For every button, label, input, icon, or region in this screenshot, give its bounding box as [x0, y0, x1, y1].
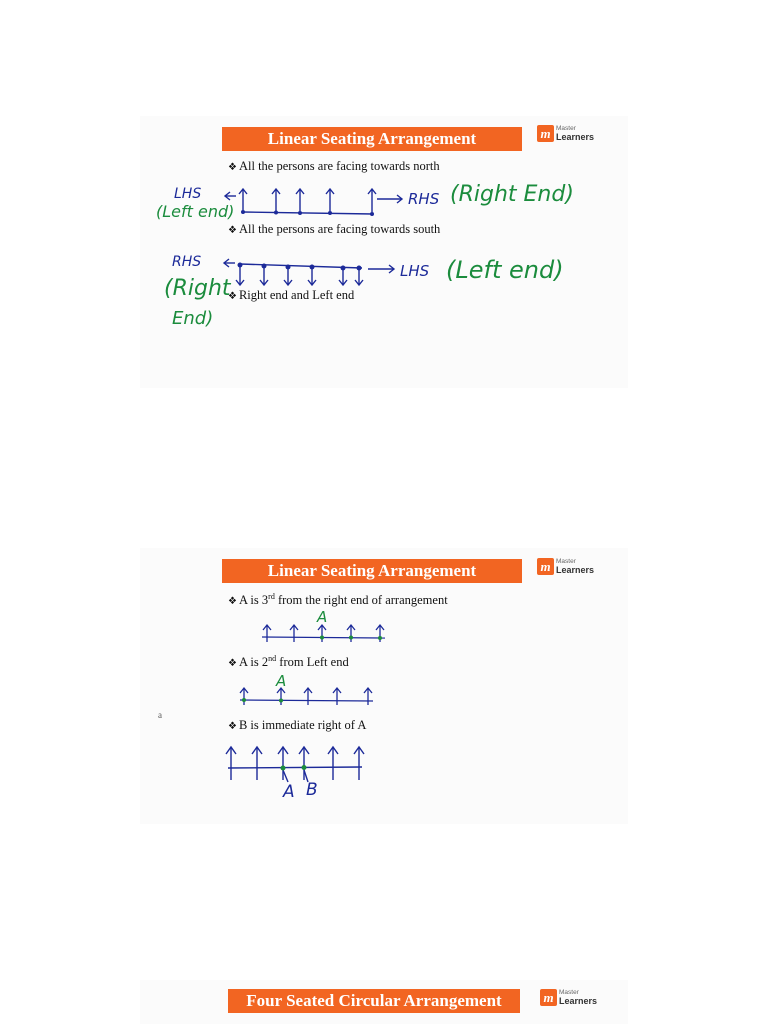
label-a-diagram-3: A — [283, 782, 295, 802]
side-mark: a — [158, 710, 162, 720]
bullet-north: ❖ All the persons are facing towards north — [228, 159, 440, 173]
south-left-desc-1: (Right — [164, 276, 231, 301]
position-diagrams — [140, 548, 628, 824]
slide-1 — [140, 116, 628, 388]
north-left-label: LHS — [174, 186, 202, 202]
south-right-label: LHS — [400, 262, 430, 280]
label-a-diagram-1: A — [317, 608, 328, 626]
north-right-desc: (Right End) — [450, 182, 574, 207]
bullet-diamond-icon: ❖ — [228, 162, 237, 173]
logo-bottom-text: Learners — [556, 565, 595, 575]
bullet-diamond-icon: ❖ — [228, 721, 237, 732]
slide-title: Linear Seating Arrangement — [222, 559, 522, 583]
bullet-a-third-right: ❖ A is 3rd from the right end of arrangement — [228, 592, 448, 608]
logo-icon: m — [537, 558, 554, 575]
logo-bottom-text: Learners — [559, 996, 598, 1006]
label-a-diagram-2: A — [276, 672, 287, 690]
north-left-desc: (Left end) — [156, 202, 235, 221]
bullet-diamond-icon: ❖ — [228, 596, 237, 608]
south-right-desc: (Left end) — [446, 256, 564, 284]
bullet-diamond-icon: ❖ — [228, 658, 237, 670]
logo-top-text: Master — [556, 558, 576, 565]
bullet-diamond-icon: ❖ — [228, 291, 237, 302]
logo-top-text: Master — [556, 125, 576, 132]
south-left-label: RHS — [172, 254, 202, 270]
bullet-south: ❖ All the persons are facing towards south — [228, 222, 441, 236]
bullet-b-right-of-a: ❖ B is immediate right of A — [228, 718, 367, 732]
bullet-a-second-left: ❖ A is 2nd from Left end — [228, 654, 349, 670]
north-facing-diagram — [140, 116, 628, 388]
north-right-label: RHS — [408, 190, 440, 208]
logo-icon: m — [540, 989, 557, 1006]
logo-top-text: Master — [559, 989, 579, 996]
brand-logo — [540, 988, 597, 1006]
bullet-ends: ❖ Right end and Left end — [228, 288, 355, 302]
bullet-diamond-icon: ❖ — [228, 225, 237, 236]
label-b-diagram-3: B — [306, 780, 318, 800]
logo-icon: m — [537, 125, 554, 142]
slide-3 — [140, 980, 628, 1024]
slide-2 — [140, 548, 628, 824]
logo-bottom-text: Learners — [556, 132, 595, 142]
slide-title: Four Seated Circular Arrangement — [228, 989, 520, 1013]
south-left-desc-2: End) — [172, 308, 214, 329]
slide-title: Linear Seating Arrangement — [222, 127, 522, 151]
